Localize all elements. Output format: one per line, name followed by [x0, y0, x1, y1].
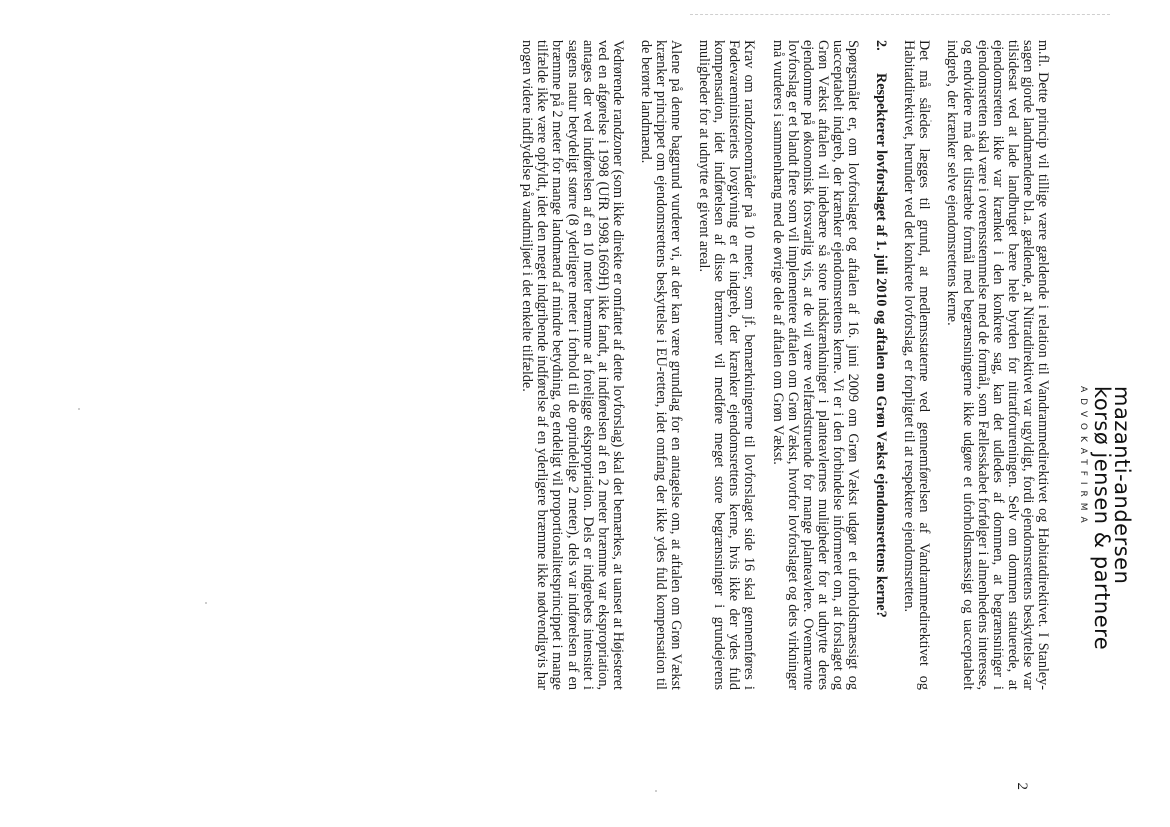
- page-number: 2: [1014, 782, 1030, 790]
- body-paragraph: Vedrørende randzoner (som ikke direkte er omfattet af dette lovforslag) skal det bemærkes, at uanset at Højesteret ved en afgørelse i 1998 (UfR 1998.1669H) ikke fandt, at indførelsen af en 2 meter bræmme var ekspropriation, antages der ved indførelsen af en 10 meter bræmme at foreligge ekspropriation. Dels er indgrebets intensitet i sagens natur betydeligt større (8 yderligere meter i forhold til de oprindelige 2 meter), dels var indførelsen af en bræmme på 2 meter for mange landmænd af mindre betydning, og endeligt vil proportionalitetsprincippet i mange tilfælde ikke være opfyldt, idet den meget indgribende indførelse af en yderligere bræmme ikke nødvendigvis har nogen videre indflydelse på vandmiljøet i det enkelte tilfælde.: [519, 40, 626, 690]
- firm-name-line1: mazanti-andersen: [1110, 386, 1134, 585]
- body-paragraph: m.fl. Dette princip vil tillige være gældende i relation til Vandrammedirektivet og Habitatdirektivet. I Stanley-sagen gjorde landmændene bl.a. gældende, at Nitratdirektivet var ugyldigt, fordi ejendomsrettens beskyttelse var tilsidesat ved at lade landbruget bære hele byrden for nitratforureningen. Selv om dommen statuerede, at ejendomsretten ikke var krænket i den konkrete sag, kan det udledes af dommen, at begrænsninger i ejendomsretten skal være i overensstemmelse med de formål, som Fællesskabet forfølger i almenhedens interesse, og endvidere må det tilstræbte formål med begrænsningerne ikke udgøre et uforholdsmæssigt og uacceptabelt indgreb, der krænker selve ejendomsrettens kerne.: [944, 40, 1051, 690]
- document-page: [40, 40, 1140, 790]
- document-body: [506, 40, 1050, 690]
- scan-artifact-line: [690, 14, 1110, 15]
- section-number: 2.: [873, 40, 890, 51]
- body-paragraph: Krav om randzoneområder på 10 meter, som jf. bemærkningerne til lovforslaget side 16 skal gennemføres i Fødevareministeriets lovgivning er et indgreb, der krænker ejendomsrettens kerne, hvis ikke der ydes fuld kompensation, idet indførelsen af disse bræmmer vil medføre meget store begrænsninger i grundejerens muligheder for at udnytte et givent areal.: [696, 40, 758, 690]
- body-paragraph: Det må således lægges til grund, at medlemsstaterne ved gennemførelsen af Vandrammedirektivet og Habitatdirektivet, herunder ved det konkrete lovforslag, er forpligtet til at respektere ejendomsretten.: [901, 40, 933, 690]
- firm-name-line2: korsø jensen & partnere: [1090, 386, 1114, 651]
- section-heading: [873, 40, 888, 690]
- section-title: Respekterer lovforslaget af 1. juli 2010 og aftalen om Grøn Vækst ejendomsrettens kerne?: [873, 73, 890, 618]
- body-paragraph: Alene på denne baggrund vurderer vi, at der kan være grundlag for en antagelse om, at aftalen om Grøn Vækst krænker princippet om ejendomsrettens beskyttelse i EU-retten, idet omfang der ikke ydes fuld kompensation til de berørte landmænd.: [637, 40, 685, 690]
- firm-subtitle: ADVOKATFIRMA: [1078, 386, 1088, 529]
- body-paragraph: Spørgsmålet er, om lovforslaget og aftalen af 16. juni 2009 om Grøn Vækst udgør et uforholdsmæssigt og uacceptabelt indgreb, der krænker ejendomsrettens kerne. Vi er i den forbindelse informeret om, at forslaget og Grøn Vækst aftalen vil indebære så store indskrænkninger i planteavlernes muligheder for at udnytte deres ejendomme på økonomisk forsvarlig vis, at de vil være velfærdstruende for mange planteavlere. Ovennævnte lovforslag er et blandt flere som vil implementere aftalen om Grøn Vækst, hvorfor lovforslaget og dets virkninger må vurderes i sammenhæng med de øvrige dele af aftalen om Grøn Vækst.: [769, 40, 862, 690]
- letterhead: [1078, 386, 1132, 766]
- scan-speck: [655, 790, 657, 792]
